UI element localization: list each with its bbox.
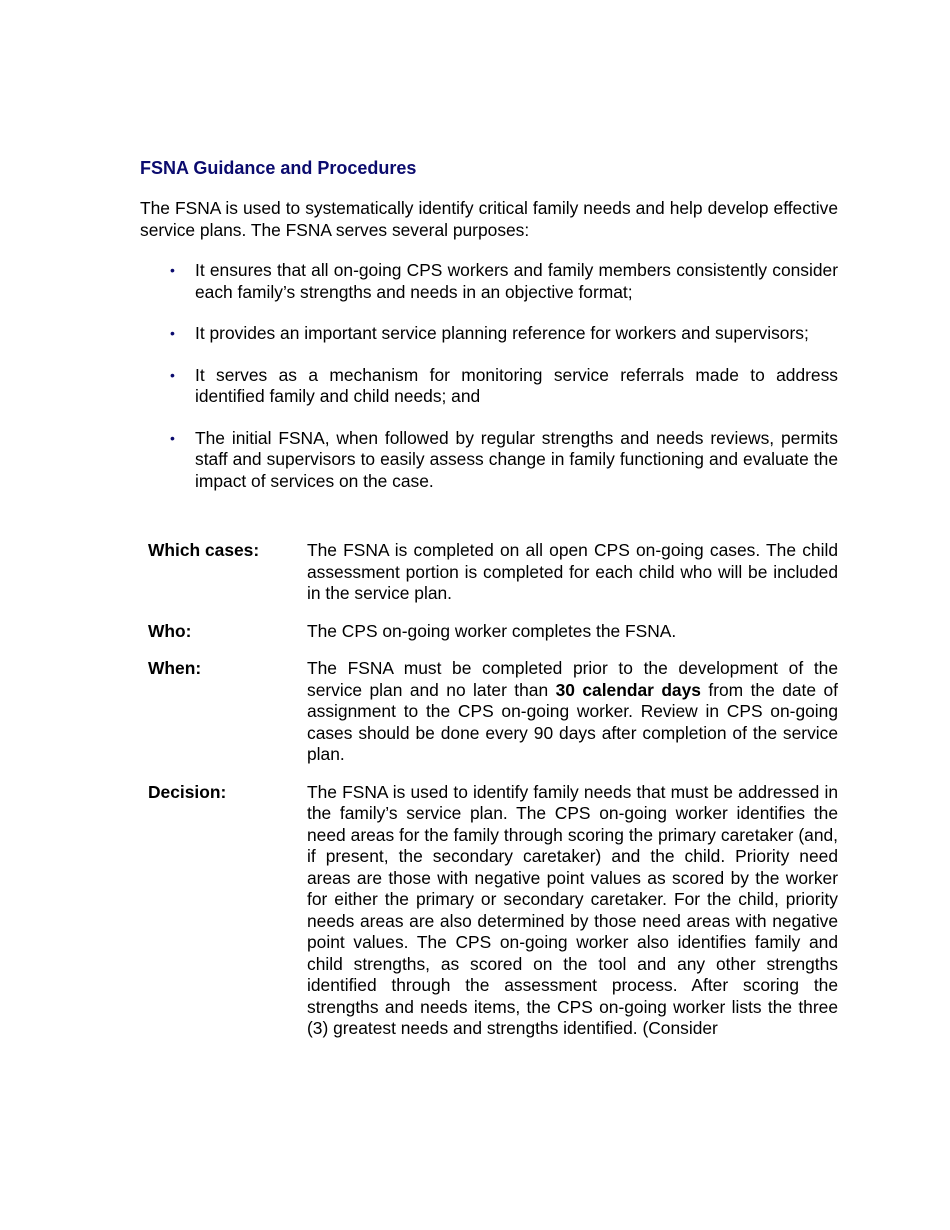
bullet-icon: • (170, 262, 175, 278)
definition-term: Decision: (148, 781, 227, 802)
purpose-text: The initial FSNA, when followed by regular strengths and needs reviews, permits staff and supervisors to easily assess change in family functioning and evaluate the impact of services on the case. (195, 427, 838, 491)
definition-text-part: from the date of assignment to the CPS on-going worker. Review in CPS on-going cases should be done every 90 days after completion of the service plan. (307, 679, 838, 764)
definition-when (140, 658, 838, 766)
definition-who (140, 621, 838, 643)
bullet-icon: • (170, 429, 175, 446)
definition-decision (140, 782, 838, 1040)
purpose-list (140, 260, 838, 492)
purpose-text: It serves as a mechanism for monitoring service referrals made to address identified family and child needs; and (195, 364, 838, 406)
definition-text (307, 658, 838, 766)
definition-term: When: (148, 658, 202, 678)
definition-text-part: The FSNA must be completed prior to the development of the service plan and no later than (307, 658, 838, 700)
deadline-emphasis: 30 calendar days (555, 679, 701, 700)
definition-list (140, 540, 838, 1040)
purpose-text: It provides an important service planning reference for workers and supervisors; (195, 323, 809, 343)
bullet-icon: • (170, 366, 175, 383)
definition-text: The FSNA is completed on all open CPS on-going cases. The child assessment portion is completed for each child who will be included in the service plan. (307, 540, 838, 603)
document-page (140, 156, 838, 1056)
purpose-item (140, 323, 838, 345)
definition-term: Which cases: (148, 540, 260, 560)
definition-text: The FSNA is used to identify family needs that must be addressed in the family’s service plan. The CPS on-going worker identifies the need areas for the family through scoring the primary caretaker (and, if present, the secondary caretaker) and the child. Priority need areas are those with negative point values as scored by the worker for either the primary or secondary caretaker. For the child, priority needs areas are also determined by those need areas with negative point values. The CPS on-going worker also identifies family and child strengths, as scored on the tool and any other strengths identified through the assessment process. After scoring the strengths and needs items, the CPS on-going worker lists the three (3) greatest needs and strengths identified. (Consider (307, 781, 838, 1038)
purpose-item (140, 260, 838, 303)
purpose-item (140, 428, 838, 493)
definition-term: Who: (148, 620, 192, 641)
intro-paragraph: The FSNA is used to systematically identify critical family needs and help develop effective service plans. The FSNA serves several purposes: (140, 198, 838, 240)
purpose-text: It ensures that all on-going CPS workers and family members consistently consider each family’s strengths and needs in an objective format; (195, 260, 838, 302)
bullet-icon: • (170, 325, 175, 341)
definition-text: The CPS on-going worker completes the FSNA. (307, 620, 677, 641)
definition-which-cases (140, 540, 838, 605)
purpose-item (140, 365, 838, 408)
section-heading: FSNA Guidance and Procedures (140, 158, 417, 178)
